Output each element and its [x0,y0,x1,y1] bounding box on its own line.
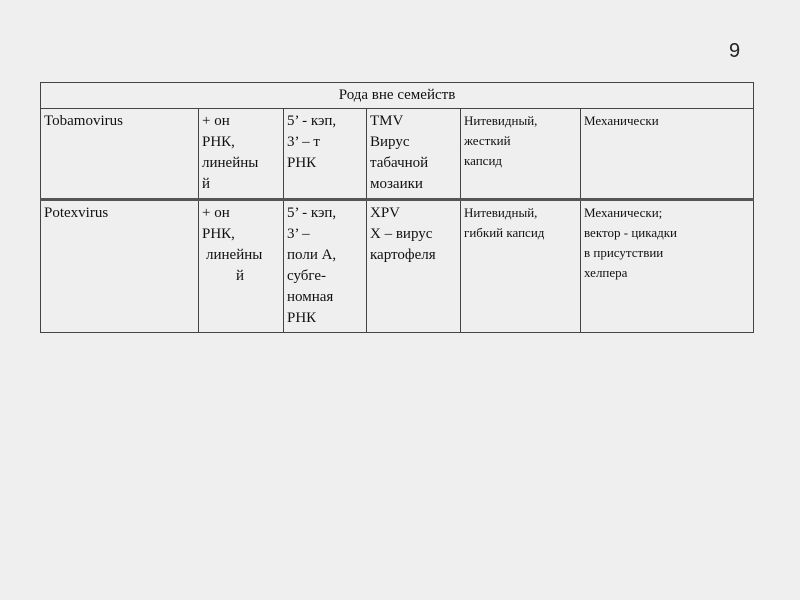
table-header-row [41,83,754,109]
genera-table [40,82,754,333]
genus-cell: Potexvirus [41,200,199,333]
genus-cell: Tobamovirus [41,109,199,200]
ends-cell: 5’ - кэп, 3’ – поли А, субге- номная РНК [284,200,367,333]
transmission-cell: Механически [581,109,754,200]
transmission-cell: Механически; вектор - цикадки в присутствии хелпера [581,200,754,333]
genome-cell: + он РНК, линейны й [199,200,284,333]
ends-cell: 5’ - кэп, 3’ – т РНК [284,109,367,200]
type-species-cell: TMV Вирус табачной мозаики [367,109,461,200]
table-header: Рода вне семейств [41,83,754,109]
table-row [41,109,754,200]
type-species-cell: ХРV Х – вирус картофеля [367,200,461,333]
genome-cell: + он РНК, линейны й [199,109,284,200]
capsid-cell: Нитевидный, гибкий капсид [461,200,581,333]
page-number: 9 [729,40,741,62]
capsid-cell: Нитевидный, жесткий капсид [461,109,581,200]
table-row [41,200,754,333]
